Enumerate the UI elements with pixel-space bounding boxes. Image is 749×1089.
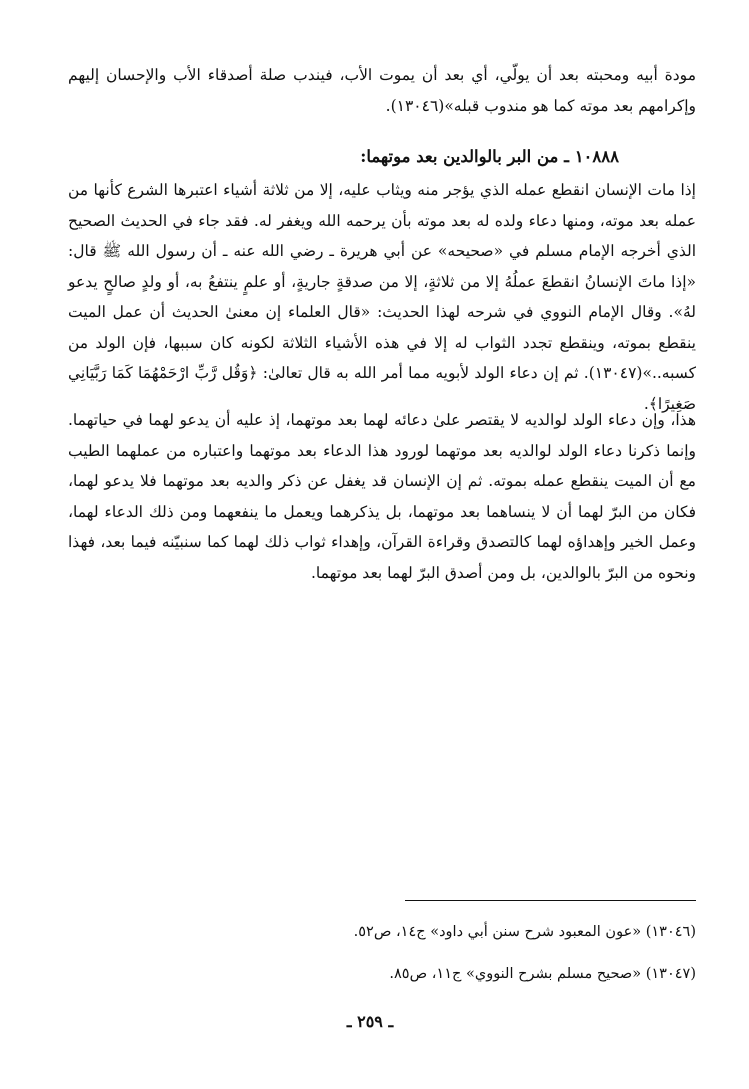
paragraph-2-text: إذا مات الإنسان انقطع عمله الذي يؤجر منه ويثاب عليه، إلا من ثلاثة أشياء اعتبرها الشرع كأنها من عمله بعد موته، ومنها دعاء ولده له بعد موته بأن يرحمه الله ويغفر له. فقد جاء في الحديث الصحيح الذي أخرجه الإمام مسلم في «صحيحه» عن أبي هريرة ـ رضي الله عنه ـ أن رسول الله ﷺ قال: «إذا ماتَ الإنسانُ انقطعَ عملُهُ إلا من ثلاثةٍ، إلا من صدقةٍ جاريةٍ، أو علمٍ ينتفعُ به، أو ولدٍ صالحٍ يدعو لهُ». وقال الإمام النووي في شرحه لهذا الحديث: «قال العلماء إن معنىٰ الحديث أن عمل الميت ينقطع بموته، وينقطع تجدد الثواب له إلا في هذه الأشياء الثلاثة لكونه كان سببها، فإن الولد من كسبه..»(١٣٠٤٧). ثم إن دعاء الولد لأبويه مما أمر الله به قال تعالىٰ: ﴿وَقُل رَّبِّ ارْحَمْهُمَا كَمَا رَبَّيَانِي صَغِيرًا﴾. (68, 181, 696, 413)
paragraph-3-text: هذا، وإن دعاء الولد لوالديه لا يقتصر علىٰ دعائه لهما بعد موتهما، إذ عليه أن يدعو لهما في حياتهما. وإنما ذكرنا دعاء الولد لوالديه بعد موتهما لورود هذا الدعاء بعد موتهما واعتباره من عملهما الطيب مع أن الميت ينقطع عمله بموته. ثم إن الإنسان قد يغفل عن ذكر والديه بعد موتهما فلا يدعو لهما، فكان من البرّ لهما أن لا ينساهما بعد موتهما، بل يذكرهما ويعمل ما ينفعهما ومن ذلك الدعاء لهما، وعمل الخير وإهداؤه لهما كالتصدق وقراءة القرآن، وإهداء ثواب ذلك لهما كما سنبيّنه فيما بعد، فهذا ونحوه من البرّ بالوالدين، بل ومن أصدق البرّ لهما بعد موتهما. (68, 411, 696, 582)
paragraph-1-text: مودة أبيه ومحبته بعد أن يولّي، أي بعد أن يموت الأب، فيندب صلة أصدقاء الأب والإحسان إليهم وإكرامهم بعد موته كما هو مندوب قبله»(١٣٠٤٦). (68, 66, 696, 115)
paragraph-hadith (68, 175, 696, 419)
section-heading: ١٠٨٨٨ ـ من البر بالوالدين بعد موتهما: (360, 147, 619, 166)
paragraph-intro (68, 60, 696, 121)
page-number: ـ ٢٥٩ ـ (346, 1012, 394, 1031)
paragraph-conclusion (68, 405, 696, 588)
footnote-2: (١٣٠٤٧) «صحيح مسلم بشرح النووي» ج١١، ص٨٥. (389, 966, 696, 982)
footnote-1: (١٣٠٤٦) «عون المعبود شرح سنن أبي داود» ج١٤، ص٥٢. (353, 924, 696, 940)
footnote-divider (405, 900, 696, 901)
